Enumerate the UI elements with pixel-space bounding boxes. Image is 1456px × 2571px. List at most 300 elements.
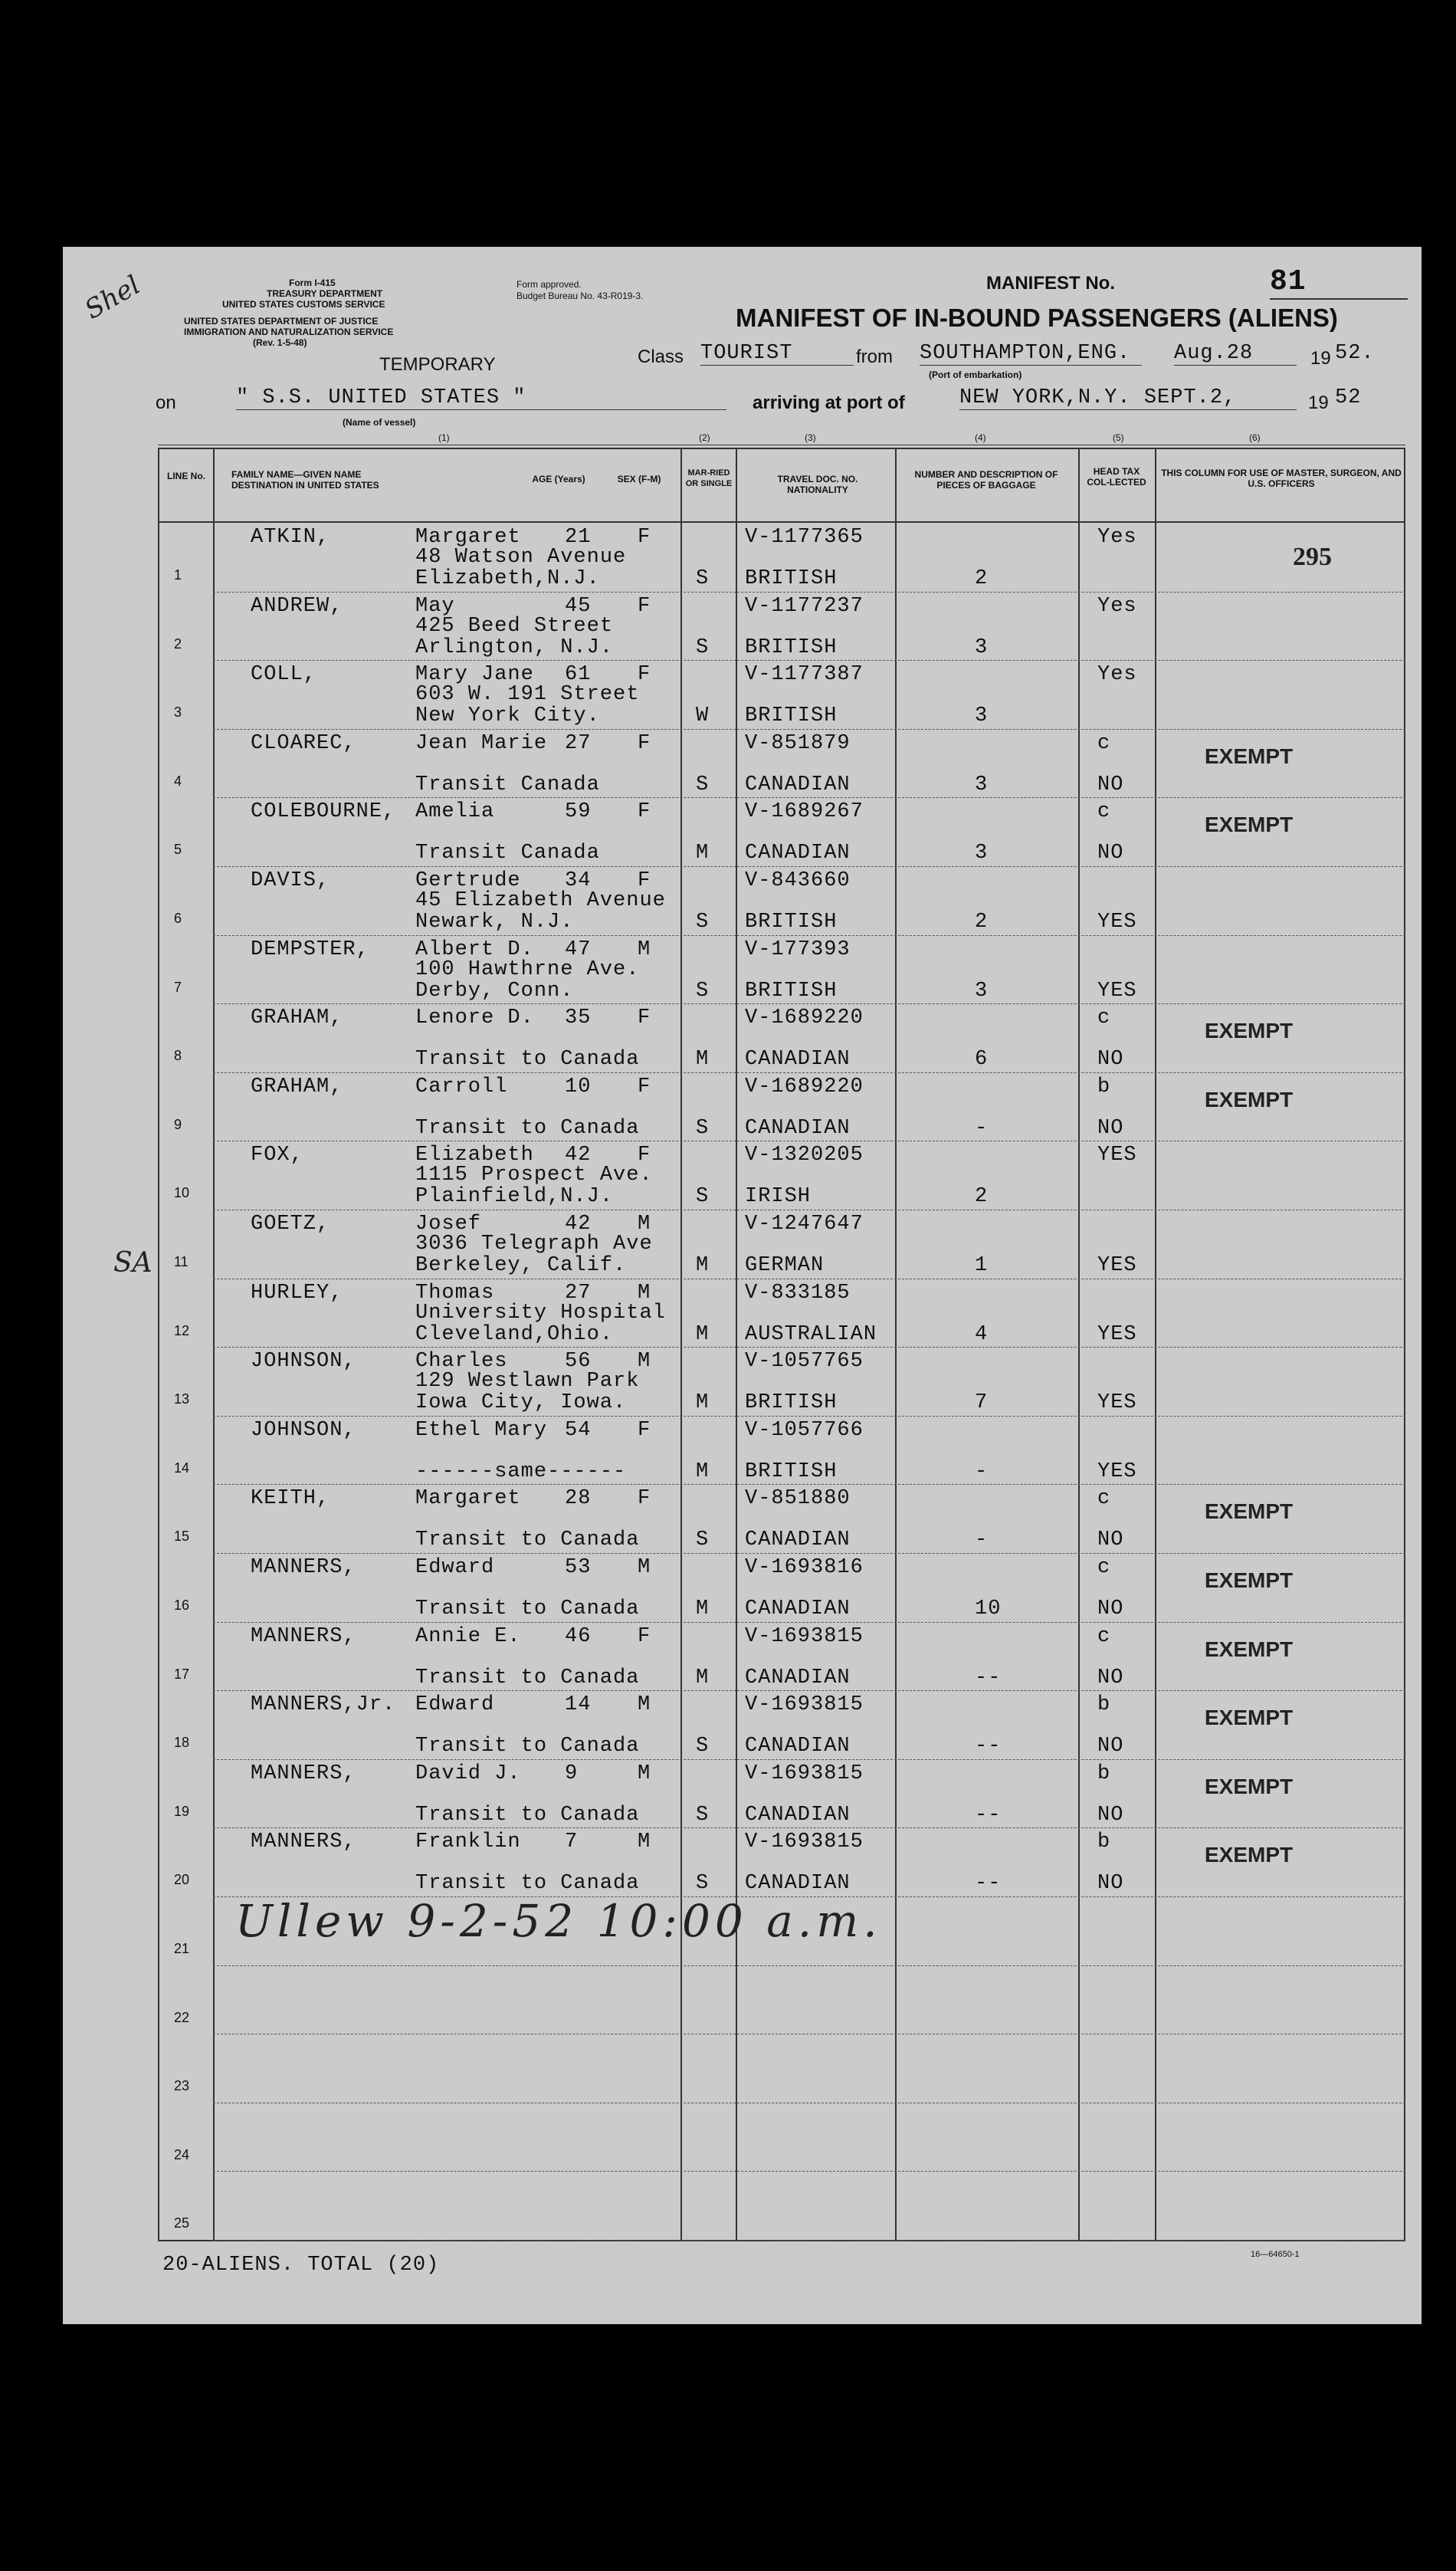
marital-status: M	[696, 1322, 710, 1346]
given-name: Edward	[415, 1556, 495, 1579]
line-number: 17	[174, 1666, 190, 1682]
marital-status: M	[696, 1391, 710, 1415]
age: 28	[565, 1487, 592, 1511]
col-number-3: (3)	[805, 432, 816, 443]
table-row-line	[213, 1827, 1405, 1829]
given-name: Thomas	[415, 1281, 495, 1305]
marital-status: S	[696, 567, 710, 590]
line-number: 3	[174, 704, 182, 721]
baggage-count: 2	[975, 1185, 989, 1209]
family-name: FOX,	[251, 1144, 303, 1167]
destination: Cleveland,Ohio.	[415, 1322, 614, 1346]
baggage-count: 3	[975, 635, 989, 659]
sex: M	[638, 1213, 651, 1236]
class-label: Class	[638, 346, 684, 367]
arrival-year: 52	[1335, 386, 1362, 409]
head-tax: YES	[1097, 979, 1137, 1003]
age: 7	[565, 1831, 579, 1854]
given-name: Ethel Mary	[415, 1418, 548, 1442]
marital-status: M	[696, 842, 710, 865]
baggage-count: 3	[975, 773, 989, 796]
destination: Transit to Canada	[415, 1872, 640, 1896]
exempt-stamp: EXEMPT	[1205, 1706, 1294, 1730]
table-row-line	[213, 1279, 1405, 1280]
margin-note-sa: SA	[113, 1247, 152, 1279]
marital-status: M	[696, 1460, 710, 1483]
family-name: CLOAREC,	[251, 731, 356, 755]
travel-doc-no: V-1247647	[745, 1213, 864, 1236]
destination: Newark, N.J.	[415, 911, 574, 934]
embarkation-year: 52.	[1335, 342, 1375, 365]
given-name: Amelia	[415, 800, 495, 824]
sex: M	[638, 1831, 651, 1854]
head-tax: NO	[1097, 1528, 1124, 1552]
line-number: 15	[174, 1528, 190, 1545]
customs-service: UNITED STATES CUSTOMS SERVICE	[222, 299, 385, 310]
line-number: 12	[174, 1322, 190, 1338]
head-tax: YES	[1097, 911, 1137, 934]
line-number: 9	[174, 1116, 182, 1132]
line-number: 23	[174, 2078, 190, 2094]
margin-note-top: Shel	[80, 269, 146, 326]
travel-doc-no: V-1320205	[745, 1144, 864, 1167]
line-number: 10	[174, 1185, 190, 1201]
marital-status: S	[696, 979, 710, 1003]
nationality: BRITISH	[745, 979, 838, 1003]
exempt-stamp: EXEMPT	[1205, 744, 1294, 768]
head-tax: YES	[1097, 1254, 1137, 1277]
sex: M	[638, 1281, 651, 1305]
head-tax: NO	[1097, 1872, 1124, 1896]
header-baggage: NUMBER AND DESCRIPTION OF PIECES OF BAGGAGE	[914, 469, 1058, 491]
destination: Transit to Canada	[415, 1803, 640, 1827]
sex: M	[638, 1350, 651, 1374]
arriving-label: arriving at port of	[753, 392, 905, 413]
line-number: 22	[174, 2009, 190, 2025]
age: 45	[565, 594, 592, 618]
sex: M	[638, 1556, 651, 1579]
given-name: Elizabeth	[415, 1144, 534, 1167]
family-name: HURLEY,	[251, 1281, 343, 1305]
table-row-line	[213, 2240, 1405, 2241]
from-label: from	[856, 346, 893, 367]
nationality: CANADIAN	[745, 773, 851, 796]
nationality: CANADIAN	[745, 842, 851, 865]
sex: F	[638, 1418, 651, 1442]
head-tax: NO	[1097, 1666, 1124, 1689]
col-divider	[895, 448, 897, 2241]
family-name: GOETZ,	[251, 1213, 330, 1236]
address-line: 129 Westlawn Park	[415, 1370, 640, 1394]
marital-status: M	[696, 1048, 710, 1072]
table-row-line	[213, 1759, 1405, 1761]
destination: New York City.	[415, 704, 600, 728]
line-number: 4	[174, 773, 182, 789]
nationality: CANADIAN	[745, 1528, 851, 1552]
sex: F	[638, 594, 651, 618]
marital-status: S	[696, 1528, 710, 1552]
age: 34	[565, 869, 592, 892]
port-of-embarkation: SOUTHAMPTON,ENG.	[920, 342, 1142, 366]
family-name: DAVIS,	[251, 869, 330, 892]
head-tax: NO	[1097, 842, 1124, 865]
destination: Transit to Canada	[415, 1666, 640, 1689]
form-approved: Form approved.	[516, 279, 582, 290]
header-destination: DESTINATION IN UNITED STATES	[231, 480, 379, 491]
header-age: AGE (Years)	[532, 474, 585, 484]
age: 53	[565, 1556, 592, 1579]
destination: Transit to Canada	[415, 1116, 640, 1140]
on-label: on	[156, 392, 176, 413]
table-row-line	[213, 592, 1405, 593]
sex: F	[638, 1487, 651, 1511]
given-name: Josef	[415, 1213, 482, 1236]
age: 56	[565, 1350, 592, 1374]
exempt-stamp: EXEMPT	[1205, 1499, 1294, 1524]
sex: F	[638, 1624, 651, 1648]
baggage-count: 10	[975, 1597, 1002, 1620]
table-row-line	[213, 797, 1405, 799]
given-name: David J.	[415, 1762, 521, 1785]
destination: Elizabeth,N.J.	[415, 567, 600, 590]
sex: F	[638, 1006, 651, 1030]
given-name: Gertrude	[415, 869, 521, 892]
table-row-line	[213, 1210, 1405, 1211]
nationality: CANADIAN	[745, 1666, 851, 1689]
travel-doc-no: V-177393	[745, 937, 851, 961]
line-number: 25	[174, 2215, 190, 2231]
address-line: 45 Elizabeth Avenue	[415, 889, 666, 912]
destination: Transit Canada	[415, 842, 600, 865]
address-line: 425 Beed Street	[415, 614, 614, 638]
baggage-count: 6	[975, 1048, 989, 1072]
line-number: 21	[174, 1941, 190, 1956]
baggage-count: 7	[975, 1391, 989, 1415]
baggage-count: -	[975, 1528, 989, 1552]
destination: Plainfield,N.J.	[415, 1185, 614, 1209]
address-line: 100 Hawthrne Ave.	[415, 957, 640, 981]
baggage-count: 4	[975, 1322, 989, 1346]
family-name: JOHNSON,	[251, 1418, 356, 1442]
baggage-count: -	[975, 1116, 989, 1140]
col-number-4: (4)	[975, 432, 986, 443]
head-tax-mark: c	[1097, 1624, 1111, 1648]
head-tax: YES	[1097, 1460, 1137, 1483]
head-tax: YES	[1097, 1322, 1137, 1346]
travel-doc-no: V-1177237	[745, 594, 864, 618]
head-tax-mark: Yes	[1097, 526, 1137, 549]
header-head-tax: HEAD TAX COL-LECTED	[1087, 466, 1146, 488]
sex: M	[638, 1762, 651, 1785]
justice-dept: UNITED STATES DEPARTMENT OF JUSTICE	[184, 316, 379, 327]
travel-doc-no: V-1693816	[745, 1556, 864, 1579]
exempt-stamp: EXEMPT	[1205, 1568, 1294, 1592]
family-name: COLEBOURNE,	[251, 800, 396, 824]
nationality: BRITISH	[745, 1391, 838, 1415]
line-number: 24	[174, 2146, 190, 2162]
vessel-name: " S.S. UNITED STATES "	[236, 386, 726, 410]
stamp-295: 295	[1293, 543, 1332, 571]
nationality: BRITISH	[745, 911, 838, 934]
nationality: BRITISH	[745, 704, 838, 728]
nationality: CANADIAN	[745, 1597, 851, 1620]
line-number: 6	[174, 911, 182, 926]
head-tax: NO	[1097, 1803, 1124, 1827]
manifest-sheet	[63, 247, 1422, 2324]
family-name: GRAHAM,	[251, 1075, 343, 1098]
family-name: MANNERS,Jr.	[251, 1693, 396, 1717]
head-tax: NO	[1097, 773, 1124, 796]
nationality: IRISH	[745, 1185, 812, 1209]
table-row-line	[213, 1141, 1405, 1142]
col-number-1: (1)	[438, 432, 450, 443]
marital-status: S	[696, 635, 710, 659]
given-name: Margaret	[415, 526, 521, 549]
age: 42	[565, 1213, 592, 1236]
nationality: CANADIAN	[745, 1116, 851, 1140]
table-row-line	[213, 729, 1405, 731]
temporary-label: TEMPORARY	[379, 354, 496, 375]
exempt-stamp: EXEMPT	[1205, 1087, 1294, 1111]
table-row-line	[213, 1484, 1405, 1486]
address-line: 3036 Telegraph Ave	[415, 1233, 653, 1256]
travel-doc-no: V-1693815	[745, 1624, 864, 1648]
sex: M	[638, 937, 651, 961]
travel-doc-no: V-843660	[745, 869, 851, 892]
travel-doc-no: V-1693815	[745, 1762, 864, 1785]
table-row-line	[213, 935, 1405, 937]
header-married: MAR-RIED OR SINGLE	[685, 468, 733, 488]
header-name: FAMILY NAME—GIVEN NAME	[231, 469, 362, 480]
table-row-line	[213, 2171, 1405, 2172]
nationality: BRITISH	[745, 1460, 838, 1483]
address-line: 48 Watson Avenue	[415, 546, 627, 569]
head-tax: NO	[1097, 1116, 1124, 1140]
exempt-stamp: EXEMPT	[1205, 1019, 1294, 1043]
travel-doc-no: V-1693815	[745, 1693, 864, 1717]
baggage-count: -	[975, 1460, 989, 1483]
table-row-line	[213, 2034, 1405, 2035]
given-name: Mary Jane	[415, 663, 534, 687]
arrival-port: NEW YORK,N.Y. SEPT.2,	[959, 386, 1297, 410]
col-number-2: (2)	[699, 432, 710, 443]
document-title: MANIFEST OF IN-BOUND PASSENGERS (ALIENS)	[736, 304, 1338, 332]
baggage-count: --	[975, 1735, 1002, 1758]
sex: F	[638, 1075, 651, 1098]
manifest-number: 81	[1270, 265, 1408, 300]
age: 47	[565, 937, 592, 961]
given-name: Margaret	[415, 1487, 521, 1511]
nationality: GERMAN	[745, 1254, 825, 1277]
given-name: Carroll	[415, 1075, 508, 1098]
family-name: ATKIN,	[251, 526, 330, 549]
head-tax-mark: YES	[1097, 1144, 1137, 1167]
travel-doc-no: V-1177387	[745, 663, 864, 687]
exempt-stamp: EXEMPT	[1205, 1637, 1294, 1661]
head-tax: NO	[1097, 1735, 1124, 1758]
head-tax: NO	[1097, 1048, 1124, 1072]
header-bottom-line	[158, 521, 1405, 523]
line-number: 2	[174, 635, 182, 652]
age: 46	[565, 1624, 592, 1648]
travel-doc-no: V-1689267	[745, 800, 864, 824]
col-divider	[1155, 448, 1156, 2241]
destination: Derby, Conn.	[415, 979, 574, 1003]
address-line: 1115 Prospect Ave.	[415, 1164, 653, 1187]
head-tax: NO	[1097, 1597, 1124, 1620]
marital-status: S	[696, 1116, 710, 1140]
line-number: 19	[174, 1803, 190, 1819]
head-tax-mark: c	[1097, 800, 1111, 824]
travel-doc-no: V-1693815	[745, 1831, 864, 1854]
nationality: CANADIAN	[745, 1048, 851, 1072]
nationality: CANADIAN	[745, 1803, 851, 1827]
table-row-line	[213, 1347, 1405, 1348]
family-name: MANNERS,	[251, 1624, 356, 1648]
line-number: 5	[174, 842, 182, 858]
table-row-line	[213, 1690, 1405, 1692]
table-row-line	[213, 1416, 1405, 1417]
age: 61	[565, 663, 592, 687]
age: 14	[565, 1693, 592, 1717]
sex: F	[638, 663, 651, 687]
destination: Transit Canada	[415, 773, 600, 796]
family-name: KEITH,	[251, 1487, 330, 1511]
col-number-6: (6)	[1249, 432, 1261, 443]
handwritten-signature-date: Ullew 9-2-52 10:00 a.m.	[235, 1895, 882, 1947]
sex: F	[638, 526, 651, 549]
sex: F	[638, 1144, 651, 1167]
family-name: DEMPSTER,	[251, 937, 369, 961]
given-name: Franklin	[415, 1831, 521, 1854]
head-tax-mark: b	[1097, 1693, 1111, 1717]
given-name: Jean Marie	[415, 731, 548, 755]
header-sex: SEX (F-M)	[617, 474, 661, 484]
destination: Transit to Canada	[415, 1528, 640, 1552]
year-prefix: 19	[1310, 348, 1331, 369]
baggage-count: 1	[975, 1254, 989, 1277]
line-number: 14	[174, 1460, 190, 1476]
age: 59	[565, 800, 592, 824]
col-number-5: (5)	[1113, 432, 1124, 443]
travel-doc-no: V-851879	[745, 731, 851, 755]
age: 27	[565, 1281, 592, 1305]
nationality: AUSTRALIAN	[745, 1322, 877, 1346]
line-number: 16	[174, 1597, 190, 1613]
year-prefix-2: 19	[1308, 392, 1329, 413]
travel-doc-no: V-1177365	[745, 526, 864, 549]
given-name: Edward	[415, 1693, 495, 1717]
manifest-no-label: MANIFEST No.	[986, 273, 1115, 294]
sex: M	[638, 1693, 651, 1717]
travel-doc-no: V-851880	[745, 1487, 851, 1511]
nationality: CANADIAN	[745, 1735, 851, 1758]
travel-doc-no: V-1689220	[745, 1006, 864, 1030]
head-tax-mark: b	[1097, 1075, 1111, 1098]
line-number: 7	[174, 979, 182, 995]
destination: Transit to Canada	[415, 1735, 640, 1758]
table-row-line	[213, 1622, 1405, 1624]
given-name: Charles	[415, 1350, 508, 1374]
marital-status: W	[696, 704, 710, 728]
col-divider	[736, 448, 737, 2241]
nationality: BRITISH	[745, 635, 838, 659]
sex: F	[638, 800, 651, 824]
table-row-line	[213, 1003, 1405, 1005]
baggage-count: --	[975, 1803, 1002, 1827]
nationality: BRITISH	[745, 567, 838, 590]
form-print-code: 16—64650-1	[1251, 2250, 1300, 2259]
line-number: 18	[174, 1735, 190, 1751]
col-divider	[680, 448, 682, 2241]
marital-status: M	[696, 1254, 710, 1277]
given-name: Annie E.	[415, 1624, 521, 1648]
age: 27	[565, 731, 592, 755]
family-name: JOHNSON,	[251, 1350, 356, 1374]
address-line: University Hospital	[415, 1301, 666, 1325]
age: 54	[565, 1418, 592, 1442]
form-number: Form I-415	[289, 277, 336, 288]
header-line-no: LINE No.	[167, 471, 205, 481]
destination: ------same------	[415, 1460, 627, 1483]
header-travel-doc: TRAVEL DOC. NO. NATIONALITY	[777, 474, 858, 495]
destination: Transit to Canada	[415, 1597, 640, 1620]
baggage-count: 3	[975, 842, 989, 865]
head-tax-mark: b	[1097, 1831, 1111, 1854]
head-tax-mark: c	[1097, 1006, 1111, 1030]
col-divider	[213, 448, 215, 2241]
given-name: May	[415, 594, 455, 618]
header-officers: THIS COLUMN FOR USE OF MASTER, SURGEON, AND U.S. OFFICERS	[1161, 468, 1402, 489]
age: 10	[565, 1075, 592, 1098]
budget-bureau: Budget Bureau No. 43-R019-3.	[516, 291, 644, 301]
given-name: Lenore D.	[415, 1006, 534, 1030]
head-tax-mark: b	[1097, 1762, 1111, 1785]
head-tax-mark: c	[1097, 1556, 1111, 1579]
table-row-line	[213, 1965, 1405, 1967]
line-number: 1	[174, 567, 182, 583]
table-row-line	[213, 866, 1405, 868]
age: 35	[565, 1006, 592, 1030]
marital-status: S	[696, 773, 710, 796]
given-name: Albert D.	[415, 937, 534, 961]
exempt-stamp: EXEMPT	[1205, 813, 1294, 837]
marital-status: S	[696, 1185, 710, 1209]
head-tax-mark: c	[1097, 731, 1111, 755]
baggage-count: 3	[975, 704, 989, 728]
marital-status: S	[696, 1803, 710, 1827]
form-revision: (Rev. 1-5-48)	[253, 337, 307, 348]
age: 42	[565, 1144, 592, 1167]
head-tax: YES	[1097, 1391, 1137, 1415]
table-row-line	[213, 1072, 1405, 1074]
line-number: 20	[174, 1872, 190, 1888]
class-value: TOURIST	[700, 342, 854, 366]
destination: Arlington, N.J.	[415, 635, 614, 659]
travel-doc-no: V-1057766	[745, 1418, 864, 1442]
sex: F	[638, 731, 651, 755]
head-tax-mark: c	[1097, 1487, 1111, 1511]
age: 9	[565, 1762, 579, 1785]
embarkation-caption: (Port of embarkation)	[929, 369, 1022, 380]
baggage-count: 2	[975, 567, 989, 590]
total-aliens: 20-ALIENS. TOTAL (20)	[162, 2254, 440, 2277]
col-divider	[1078, 448, 1080, 2241]
marital-status: M	[696, 1597, 710, 1620]
travel-doc-no: V-833185	[745, 1281, 851, 1305]
baggage-count: --	[975, 1666, 1002, 1689]
baggage-count: 2	[975, 911, 989, 934]
